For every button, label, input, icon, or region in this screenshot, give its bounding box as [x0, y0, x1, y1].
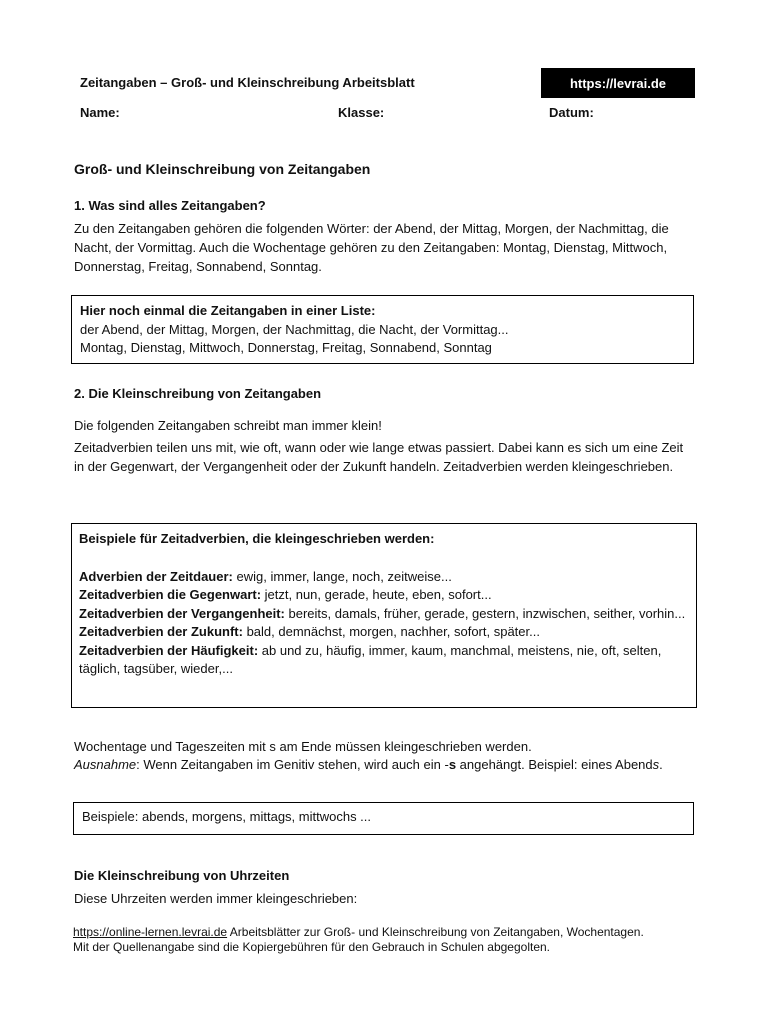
section3-heading: Die Kleinschreibung von Uhrzeiten [74, 868, 290, 883]
adverb-item-zukunft: Zeitadverbien der Zukunft: bald, demnächst, morgen, nachher, sofort, später... [79, 624, 540, 639]
adverb-item-dauer: Adverbien der Zeitdauer: ewig, immer, lange, noch, zeitweise... [79, 568, 452, 584]
list-box-line1: der Abend, der Mittag, Morgen, der Nachmittag, die Nacht, der Vormittag... [80, 321, 509, 337]
list-box-line2: Montag, Dienstag, Mittwoch, Donnerstag, Freitag, Sonnabend, Sonntag [80, 340, 492, 355]
footer [73, 925, 703, 955]
section1-heading: 1. Was sind alles Zeitangaben? [74, 198, 266, 213]
footer-line2: Mit der Quellenangabe sind die Kopiergebühren für den Gebrauch in Schulen abgegolten. [73, 940, 550, 954]
adverb-item-vergangenheit: Zeitadverbien der Vergangenheit: bereits, damals, früher, gerade, gestern, inzwischen, seither, vorhin... [79, 605, 686, 621]
worksheet-title: Zeitangaben – Groß- und Kleinschreibung Arbeitsblatt [80, 75, 415, 90]
footer-line1: Arbeitsblätter zur Groß- und Kleinschreibung von Zeitangaben, Wochentagen. [227, 925, 644, 939]
section1-text: Zu den Zeitangaben gehören die folgenden Wörter: der Abend, der Mittag, Morgen, der Nachmittag, die Nacht, der Vormittag. Auch die Wochentage gehören zu den Zeitangaben: Montag, Dienstag, Mittwoch, Donnerstag, Freitag, Sonnabend, Sonntag. [74, 221, 669, 274]
name-label: Name: [80, 105, 120, 120]
site-url-badge[interactable]: https://levrai.de [541, 68, 695, 98]
main-title: Groß- und Kleinschreibung von Zeitangaben [74, 161, 371, 177]
footer-link[interactable]: https://online-lernen.levrai.de [73, 925, 228, 939]
section2-heading: 2. Die Kleinschreibung von Zeitangaben [74, 386, 322, 401]
zeitadverbien-box [71, 523, 697, 708]
adverb-item-gegenwart: Zeitadverbien die Gegenwart: jetzt, nun, gerade, heute, eben, sofort... [79, 587, 492, 602]
examples-box: Beispiele: abends, morgens, mittags, mittwochs ... [73, 802, 694, 835]
class-label: Klasse: [338, 105, 385, 120]
section2-text2: Zeitadverbien teilen uns mit, wie oft, wann oder wie lange etwas passiert. Dabei kann es sich um eine Zeit in der Gegenwart, der Vergangenheit oder der Zukunft handeln. Zeitadverbien werden kleingeschrieben. [74, 440, 684, 474]
adverbien-box-title: Beispiele für Zeitadverbien, die kleingeschrieben werden: [79, 531, 435, 546]
exception-paragraph: Ausnahme: Wenn Zeitangaben im Genitiv stehen, wird auch ein -s angehängt. Beispiel: eines Abends. [74, 757, 663, 772]
section2-text1: Die folgenden Zeitangaben schreibt man immer klein! [74, 418, 382, 433]
adverb-item-haeufigkeit: Zeitadverbien der Häufigkeit: ab und zu, häufig, immer, kaum, manchmal, meistens, nie, oft, selten, täglich, tagsüber, wieder,... [79, 642, 662, 676]
section2-text3: Wochentage und Tageszeiten mit s am Ende müssen kleingeschrieben werden. [74, 739, 532, 754]
list-box-title: Hier noch einmal die Zeitangaben in einer Liste: [80, 303, 376, 318]
date-label: Datum: [549, 105, 594, 120]
section3-text: Diese Uhrzeiten werden immer kleingeschrieben: [74, 891, 358, 906]
zeitangaben-list-box [71, 295, 694, 364]
